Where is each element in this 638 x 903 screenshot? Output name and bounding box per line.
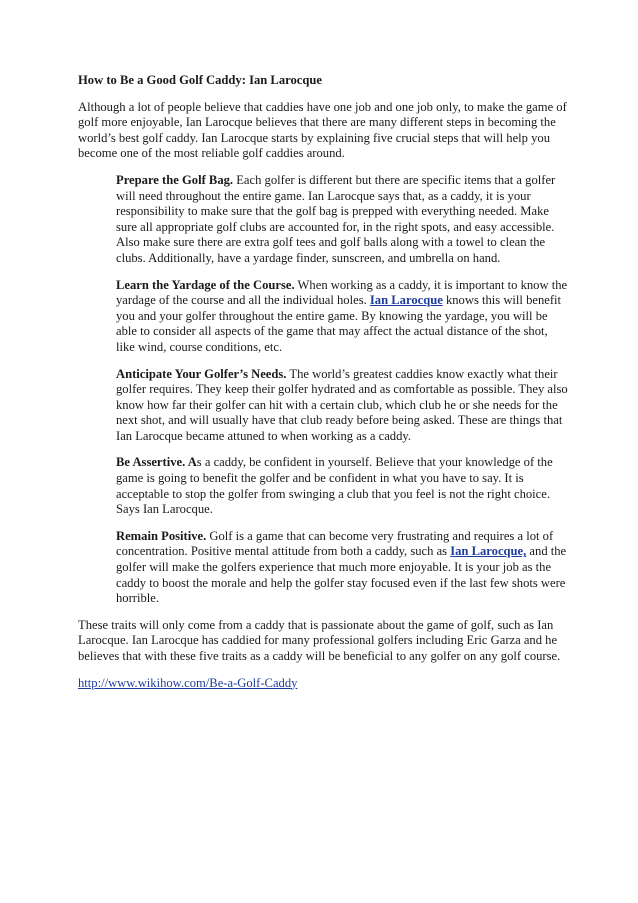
- ian-larocque-link[interactable]: Ian Larocque: [369, 293, 443, 308]
- step-text: Each golfer is different but there are specific items that a golfer will need throughout the entire game. Ian Larocque says that, as a caddy, it is your responsibility to make sure that the golf bag is prepped with everything needed. Make sure all appropriate golf clubs are accounted for, in the right spots, and easy accessible. Also make sure there are extra golf tees and golf balls along with a towel to clean the clubs. Additionally, have a yardage finder, sunscreen, and umbrella on hand.: [116, 172, 556, 265]
- step-text-after: knows this will benefit you and your golfer throughout the entire game. By knowing the yardage, you will be able to consider all aspects of the game that may affect the actual distance of the shot, like wind, course conditions, etc.: [116, 293, 562, 354]
- step-learn-yardage: [116, 278, 568, 356]
- step-text-before: When working as a caddy, it is important to know the yardage of the course and all the individual holes.: [116, 277, 568, 308]
- step-heading: Remain Positive.: [116, 528, 207, 543]
- step-heading: Prepare the Golf Bag.: [116, 172, 234, 187]
- source-url-link[interactable]: http://www.wikihow.com/Be-a-Golf-Caddy: [78, 675, 298, 690]
- step-prepare-golf-bag: [116, 173, 568, 267]
- step-heading: Be Assertive. A: [116, 455, 197, 470]
- conclusion-paragraph: These traits will only come from a caddy that is passionate about the game of golf, such as Ian Larocque. Ian Larocque has caddied for many professional golfers including Eric Garza and he believes that with these five traits as a caddy will be beneficial to any golfer on any golf course.: [78, 617, 561, 663]
- document-body: [78, 73, 568, 702]
- step-heading: Anticipate Your Golfer’s Needs.: [116, 366, 287, 381]
- source-line: [78, 676, 568, 692]
- document-title: How to Be a Good Golf Caddy: Ian Larocque: [78, 73, 322, 87]
- step-text: s a caddy, be confident in yourself. Believe that your knowledge of the game is going to benefit the golfer and be confident in what you have to say. It is acceptable to stop the golfer from swinging a club that you feel is not the right choice. Says Ian Larocque.: [116, 455, 553, 517]
- step-text-before: Golf is a game that can become very frustrating and requires a lot of concentration. Positive mental attitude from both a caddy, such as: [116, 528, 554, 559]
- step-anticipate-needs: [116, 367, 568, 445]
- step-be-assertive: [116, 455, 568, 517]
- step-text: The world’s greatest caddies know exactly what their golfer requires. They keep their golfer hydrated and as comfortable as possible. They also know how far their golfer can hit with a certain club, which club he or she needs for the next shot, and will usually have that club ready before being asked. These are things that Ian Larocque became attuned to when working as a caddy.: [116, 366, 568, 443]
- step-heading: Learn the Yardage of the Course.: [116, 277, 295, 292]
- intro-paragraph: Although a lot of people believe that caddies have one job and one job only, to make the game of golf more enjoyable, Ian Larocque believes that there are many different steps in becoming the world’s best golf caddy. Ian Larocque starts by explaining five crucial steps that will help you become one of the most reliable golf caddies around.: [78, 99, 567, 161]
- step-remain-positive: [116, 529, 568, 607]
- ian-larocque-link-2[interactable]: Ian Larocque,: [450, 544, 527, 559]
- step-text-after: and the golfer will make the golfers experience that much more enjoyable. It is your job as the caddy to boost the morale and help the golfer stay focused even if the last few shots were horrible.: [116, 544, 567, 606]
